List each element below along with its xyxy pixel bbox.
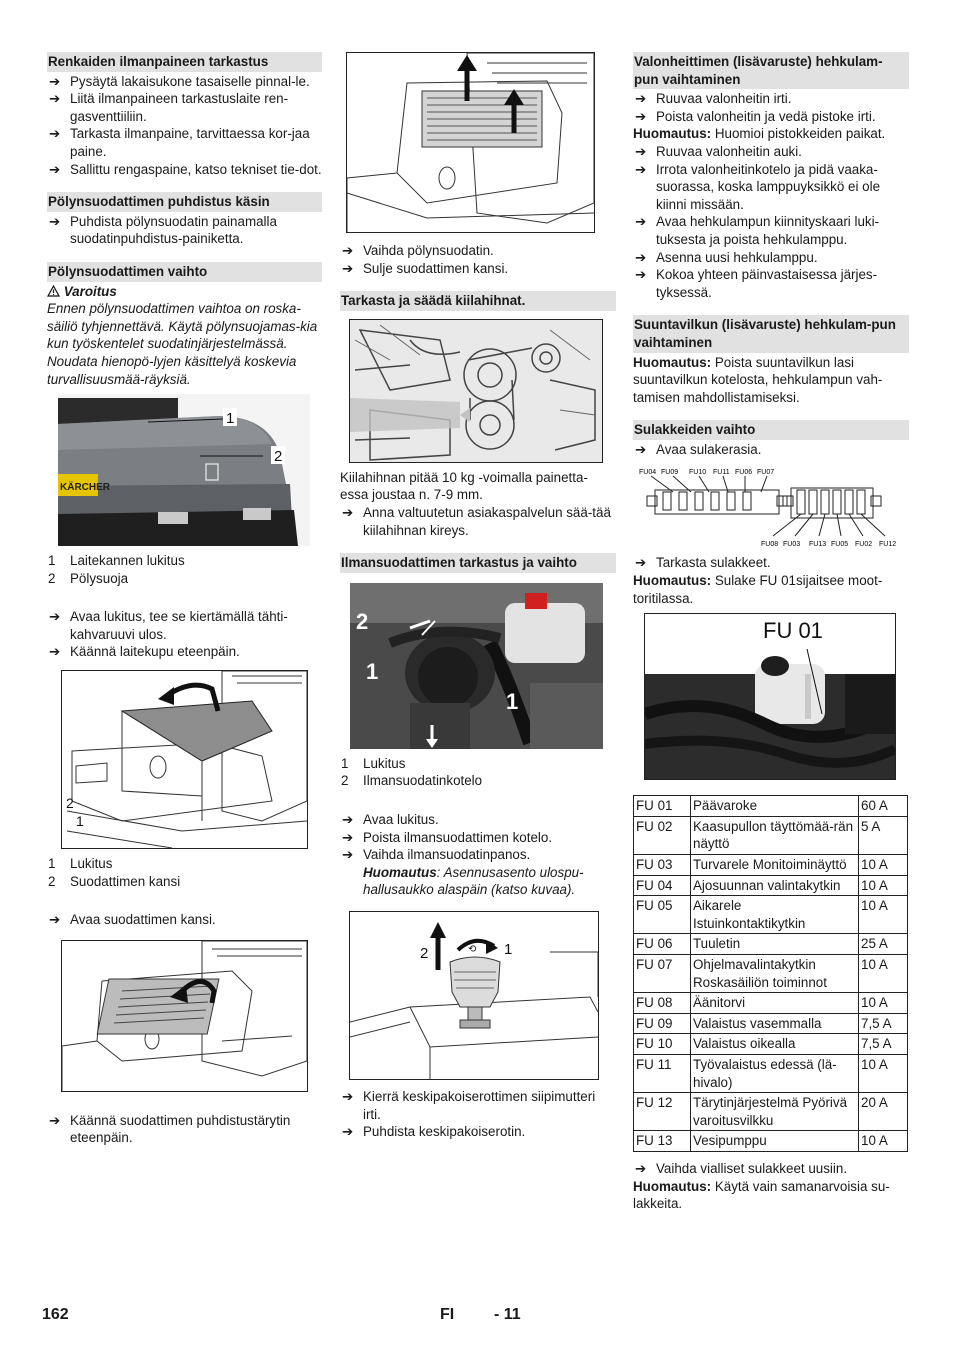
figure-hood-open bbox=[61, 670, 308, 849]
table-row: FU 12 Tärytinjärjestelmä Pyörivä varoitusvilkku 20 A bbox=[634, 1093, 908, 1131]
arrow-icon: ➔ bbox=[635, 108, 647, 124]
note: Huomautus: Poista suuntavilkun lasi suuntavilkun kotelosta, hehkulampun vah-tamisen mahdollistamiseksi. bbox=[633, 354, 883, 405]
table-row: FU 13 Vesipumppu 10 A bbox=[634, 1131, 908, 1152]
arrow-icon: ➔ bbox=[342, 260, 354, 276]
fuse-label: FU04 bbox=[639, 469, 657, 477]
section-heading-fuses: Sulakkeiden vaihto bbox=[633, 420, 909, 440]
table-row: FU 02 Kaasupullon täyttömää-rän näyttö 5 A bbox=[634, 816, 908, 854]
step: ➔ Anna valtuutetun asiakaspalvelun sää-tää kiilahihnan kireys. bbox=[342, 504, 611, 538]
section-heading-turn-signal-bulb: Suuntavilkun (lisävaruste) hehkulam-pun vaihtaminen bbox=[633, 315, 909, 352]
legend-item: 1 Lukitus bbox=[48, 856, 113, 872]
note: Huomautus: Huomioi pistokkeiden paikat. bbox=[633, 126, 886, 142]
arrow-icon: ➔ bbox=[49, 161, 61, 177]
warning-icon bbox=[47, 284, 64, 299]
figure-fu01-photo bbox=[644, 613, 896, 780]
column-1 bbox=[47, 52, 322, 1147]
fuse-label: FU07 bbox=[757, 469, 775, 477]
fuse-label: FU08 bbox=[761, 541, 779, 549]
fuse-label: FU10 bbox=[689, 469, 707, 477]
section-heading-headlight-bulb: Valonheittimen (lisävaruste) hehkulam-pun vaihtaminen bbox=[633, 52, 909, 89]
note: Huomautus: Sulake FU 01sijaitsee moot-toritilassa. bbox=[633, 573, 883, 606]
fuse-table bbox=[633, 795, 908, 1152]
step: ➔ Käännä suodattimen puhdistustärytin eteenpäin. bbox=[49, 1112, 291, 1146]
table-row: FU 10 Valaistus oikealla 7,5 A bbox=[634, 1034, 908, 1055]
arrow-icon: ➔ bbox=[635, 441, 647, 457]
page-number: 162 bbox=[42, 1306, 69, 1323]
arrow-icon: ➔ bbox=[49, 644, 61, 660]
figure-v-belt bbox=[349, 319, 603, 463]
arrow-icon: ➔ bbox=[342, 504, 354, 520]
step: ➔ Poista valonheitin ja vedä pistoke irti. bbox=[635, 108, 876, 124]
language-code: FI bbox=[440, 1306, 455, 1323]
step: ➔ Sulje suodattimen kansi. bbox=[342, 260, 509, 276]
column-2 bbox=[340, 52, 616, 1141]
arrow-icon: ➔ bbox=[49, 126, 61, 142]
figure-machine-hood bbox=[58, 394, 310, 546]
table-row: FU 09 Valaistus vasemmalla 7,5 A bbox=[634, 1013, 908, 1034]
section-heading-v-belts: Tarkasta ja säädä kiilahihnat. bbox=[340, 291, 616, 311]
arrow-icon: ➔ bbox=[49, 213, 61, 229]
figure-cyclone-separator bbox=[349, 911, 599, 1080]
step: ➔ Sallittu rengaspaine, katso tekniset tie-dot. bbox=[49, 161, 322, 177]
table-row: FU 01 Päävaroke 60 A bbox=[634, 796, 908, 817]
section-heading-dust-filter-cleaning: Pölynsuodattimen puhdistus käsin bbox=[47, 192, 322, 212]
step: ➔ Poista ilmansuodattimen kotelo. bbox=[342, 829, 553, 845]
section-heading-tire-pressure: Renkaiden ilmanpaineen tarkastus bbox=[47, 52, 322, 72]
step: ➔ Irrota valonheitinkotelo ja pidä vaaka-suorassa, koska lamppuyksikkö ei ole kiinni missään. bbox=[635, 161, 881, 212]
photo-label: FU 01 bbox=[763, 618, 823, 644]
callout-2: 2 bbox=[66, 795, 74, 812]
section-heading-air-filter: Ilmansuodattimen tarkastus ja vaihto bbox=[340, 553, 616, 573]
callout-1: 1 bbox=[366, 658, 379, 684]
legend-item: 2 Pölysuoja bbox=[48, 570, 129, 586]
step: ➔ Kierrä keskipakoiserottimen siipimutteri irti. bbox=[342, 1088, 596, 1122]
step: ➔ Avaa hehkulampun kiinnityskaari luki-tuksesta ja poista hehkulamppu. bbox=[635, 214, 880, 247]
figure-filter-replace bbox=[346, 52, 595, 233]
callout-1: 1 bbox=[504, 940, 513, 958]
arrow-icon: ➔ bbox=[49, 609, 61, 625]
fuse-label: FU05 bbox=[831, 541, 849, 549]
step: ➔ Tarkasta sulakkeet. bbox=[635, 555, 771, 571]
figure-air-filter-photo bbox=[350, 583, 603, 749]
arrow-icon: ➔ bbox=[342, 1088, 354, 1104]
step: ➔ Puhdista pölynsuodatin painamalla suodatinpuhdistus-painiketta. bbox=[49, 213, 277, 247]
fuse-label: FU11 bbox=[713, 469, 730, 477]
callout-2: 2 bbox=[356, 608, 369, 634]
legend-item: 2 Suodattimen kansi bbox=[48, 873, 181, 889]
step: ➔ Vaihda vialliset sulakkeet uusiin. bbox=[635, 1160, 848, 1176]
step: ➔ Avaa suodattimen kansi. bbox=[49, 912, 216, 928]
fuse-label: FU06 bbox=[735, 469, 753, 477]
section-heading-dust-filter-replacement: Pölynsuodattimen vaihto bbox=[47, 262, 322, 282]
callout-1: 1 bbox=[76, 813, 84, 830]
arrow-icon: ➔ bbox=[342, 811, 354, 827]
step: ➔ Kokoa yhteen päinvastaisessa järjes-tyksessä. bbox=[635, 267, 878, 300]
arrow-icon: ➔ bbox=[49, 1112, 61, 1128]
arrow-icon: ➔ bbox=[635, 267, 647, 283]
table-row: FU 04 Ajosuunnan valintakytkin 10 A bbox=[634, 875, 908, 896]
arrow-icon: ➔ bbox=[49, 912, 61, 928]
note: Huomautus: Käytä vain samanarvoisia su-lakkeita. bbox=[633, 1178, 890, 1212]
callout-2: 2 bbox=[274, 448, 283, 466]
fuse-label: FU13 bbox=[809, 541, 827, 549]
table-row: FU 08 Äänitorvi 10 A bbox=[634, 993, 908, 1014]
table-row: FU 05 Aikarele Istuinkontaktikytkin 10 A bbox=[634, 896, 908, 934]
legend-item: 1 Laitekannen lukitus bbox=[48, 553, 185, 569]
arrow-icon: ➔ bbox=[635, 555, 647, 571]
note: Huomautus: Asennusasento ulospu-hallusaukko alaspäin (katso kuvaa). bbox=[363, 864, 584, 898]
arrow-icon: ➔ bbox=[342, 1124, 354, 1140]
fuse-label: FU09 bbox=[661, 469, 679, 477]
arrow-icon: ➔ bbox=[635, 214, 647, 230]
arrow-icon: ➔ bbox=[635, 143, 647, 159]
sub-page-number: - 11 bbox=[494, 1306, 521, 1323]
arrow-icon: ➔ bbox=[635, 91, 647, 107]
fuse-label: FU12 bbox=[879, 541, 897, 549]
brand-logo: KÄRCHER bbox=[60, 482, 110, 494]
step: ➔ Asenna uusi hehkulamppu. bbox=[635, 249, 818, 265]
arrow-icon: ➔ bbox=[635, 161, 647, 177]
figure-filter-cover bbox=[61, 940, 308, 1092]
figure-fuse-box bbox=[633, 464, 909, 552]
arrow-icon: ➔ bbox=[635, 249, 647, 265]
table-row: FU 06 Tuuletin 25 A bbox=[634, 934, 908, 955]
callout-2: 2 bbox=[420, 944, 429, 962]
step: ➔ Liitä ilmanpaineen tarkastuslaite ren-gasventtiiliin. bbox=[49, 91, 289, 124]
arrow-icon: ➔ bbox=[342, 829, 354, 845]
step: ➔ Käännä laitekupu eteenpäin. bbox=[49, 644, 240, 660]
step: ➔ Vaihda pölynsuodatin. bbox=[342, 243, 494, 258]
arrow-icon: ➔ bbox=[635, 1160, 647, 1176]
step: ➔ Pysäytä lakaisukone tasaiselle pinnal-le. bbox=[49, 73, 310, 89]
legend-item: 2 Ilmansuodatinkotelo bbox=[341, 773, 483, 789]
callout-1: 1 bbox=[506, 688, 519, 714]
warning-text: Ennen pölynsuodattimen vaihtoa on roska-säiliö tyhjennettävä. Käytä pölynsuojamas-kia kun työskentelet suodatinjärjestelmässä. Noudata hienopö-lyjen käsittelyä koskevia turvallisuusmää-räyksiä. bbox=[47, 301, 318, 387]
warning-title: Varoitus bbox=[47, 283, 322, 301]
arrow-icon: ➔ bbox=[49, 73, 61, 89]
step: ➔ Puhdista keskipakoiserotin. bbox=[342, 1124, 526, 1140]
table-row: FU 03 Turvarele Monitoiminäyttö 10 A bbox=[634, 855, 908, 876]
column-3 bbox=[633, 52, 909, 1213]
arrow-icon: ➔ bbox=[342, 243, 354, 258]
arrow-icon: ➔ bbox=[342, 847, 354, 863]
svg-text:⟲: ⟲ bbox=[468, 943, 477, 955]
legend-item: 1 Lukitus bbox=[341, 755, 406, 771]
step: ➔ Tarkasta ilmanpaine, tarvittaessa kor-jaa paine. bbox=[49, 126, 310, 159]
step: ➔ Avaa lukitus. bbox=[342, 811, 439, 827]
table-row: FU 11 Työvalaistus edessä (lä-hivalo) 10 A bbox=[634, 1054, 908, 1092]
v-belt-text: Kiilahihnan pitää 10 kg -voimalla painetta-essa joustaa n. 7-9 mm. bbox=[340, 469, 588, 503]
callout-1: 1 bbox=[226, 410, 235, 428]
fuse-label: FU02 bbox=[855, 541, 873, 549]
fuse-label: FU03 bbox=[783, 541, 801, 549]
step: ➔ Ruuvaa valonheitin irti. bbox=[635, 91, 792, 107]
table-row: FU 07 Ohjelmavalintakytkin Roskasäiliön toiminnot 10 A bbox=[634, 955, 908, 993]
step: ➔ Ruuvaa valonheitin auki. bbox=[635, 143, 802, 159]
step: ➔ Vaihda ilmansuodatinpanos. bbox=[342, 847, 531, 863]
arrow-icon: ➔ bbox=[49, 91, 61, 107]
step: ➔ Avaa sulakerasia. bbox=[635, 441, 762, 457]
step: ➔ Avaa lukitus, tee se kiertämällä tähti-kahvaruuvi ulos. bbox=[49, 609, 288, 642]
